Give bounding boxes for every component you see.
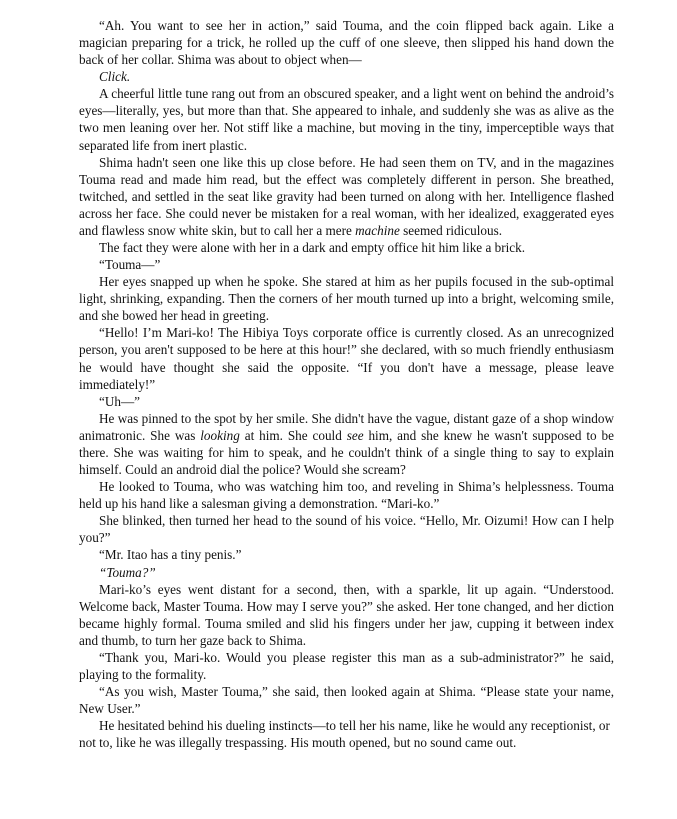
paragraph-text: He was pinned to the spot by her smile. She didn't have the vague, distant gaze of a shop window animatronic. She was <box>79 410 614 443</box>
body-paragraph <box>79 85 614 153</box>
body-paragraph <box>79 649 614 683</box>
paragraph-text: “As you wish, Master Touma,” she said, then looked again at Shima. “Please state your name, New User.” <box>79 684 614 717</box>
paragraph-text: at him. She could <box>239 427 347 443</box>
paragraph-text: He hesitated behind his dueling instincts—to tell her his name, like he would any receptionist, or not to, like he was illegally trespassing. His mouth opened, but no sound came out. <box>79 718 610 751</box>
emphasis-text: see <box>346 427 364 443</box>
body-paragraph <box>79 68 614 85</box>
paragraph-text: She blinked, then turned her head to the sound of his voice. “Hello, Mr. Oizumi! How can I help you?” <box>79 513 614 546</box>
body-paragraph <box>79 17 614 68</box>
body-paragraph <box>79 478 614 512</box>
body-paragraph <box>79 324 614 392</box>
paragraph-text: “Thank you, Mari-ko. Would you please register this man as a sub-administrator?” he said, playing to the formality. <box>79 649 614 682</box>
body-paragraph <box>79 512 614 546</box>
emphasis-text: machine <box>355 222 400 238</box>
paragraph-text: “Mr. Itao has a tiny penis.” <box>99 547 242 563</box>
paragraph-text: Mari-ko’s eyes went distant for a second, then, with a sparkle, lit up again. “Understood. Welcome back, Master Touma. How may I serve you?” she asked. Her tone changed, and her diction became highly formal. Touma smiled and slid his fingers under her jaw, cupping it between index and thumb, to turn her gaze back to Shima. <box>79 581 614 648</box>
paragraph-text: “Touma—” <box>99 257 161 273</box>
paragraph-text: him, and she knew he wasn't supposed to be there. She was waiting for him to speak, and he couldn't think of a single thing to say to explain himself. Could an android dial the police? Would she scream? <box>79 427 614 478</box>
body-paragraph <box>79 239 614 256</box>
body-paragraph <box>79 717 614 751</box>
paragraph-text: The fact they were alone with her in a dark and empty office hit him like a brick. <box>99 240 525 256</box>
paragraph-text: seemed ridiculous. <box>399 222 503 238</box>
paragraph-text: Shima hadn't seen one like this up close before. He had seen them on TV, and in the magazines Touma read and made him read, but the effect was completely different in person. She breathed, twitched, and settled in the seat like gravity had been turned on along with her. Intelligence flashed across her face. She could never be mistaken for a real woman, with her idealized, exaggerated eyes and flawless snow white skin, but to call her a mere <box>79 154 614 238</box>
body-paragraph <box>79 581 614 649</box>
body-paragraph <box>79 393 614 410</box>
body-paragraph <box>79 410 614 478</box>
body-paragraph <box>79 683 614 717</box>
paragraph-text: A cheerful little tune rang out from an obscured speaker, and a light went on behind the android’s eyes—literally, yes, but more than that. She appeared to inhale, and suddenly she was as alive as the two men leaning over her. Not stiff like a machine, but moving in the tiny, imperceptible ways that separated life from inert plastic. <box>79 86 614 153</box>
body-paragraph <box>79 546 614 563</box>
emphasis-text: “Touma?” <box>99 564 156 580</box>
paragraph-text: “Ah. You want to see her in action,” said Touma, and the coin flipped back again. Like a magician preparing for a trick, he rolled up the cuff of one sleeve, then slipped his hand down the back of her collar. Shima was about to object when— <box>79 18 614 68</box>
paragraph-text: Her eyes snapped up when he spoke. She stared at him as her pupils focused in the sub-optimal light, shrinking, expanding. Then the corners of her mouth turned up into a bright, welcoming smile, and she bowed her head in greeting. <box>79 274 614 324</box>
body-paragraph <box>79 273 614 324</box>
paragraph-text: “Uh—” <box>99 393 141 409</box>
paragraph-text: “Hello! I’m Mari-ko! The Hibiya Toys corporate office is currently closed. As an unrecognized person, you aren't supposed to be here at this hour!” she declared, with so much friendly enthusiasm he would have thought she said the opposite. “If you don't have a message, please leave immediately!” <box>79 325 614 392</box>
body-paragraph <box>79 564 614 581</box>
body-paragraph <box>79 154 614 239</box>
emphasis-text: Click. <box>99 69 131 85</box>
paragraph-text: He looked to Touma, who was watching him too, and reveling in Shima’s helplessness. Touma held up his hand like a salesman giving a demonstration. “Mari-ko.” <box>79 479 614 512</box>
body-paragraph <box>79 256 614 273</box>
emphasis-text: looking <box>200 427 240 443</box>
